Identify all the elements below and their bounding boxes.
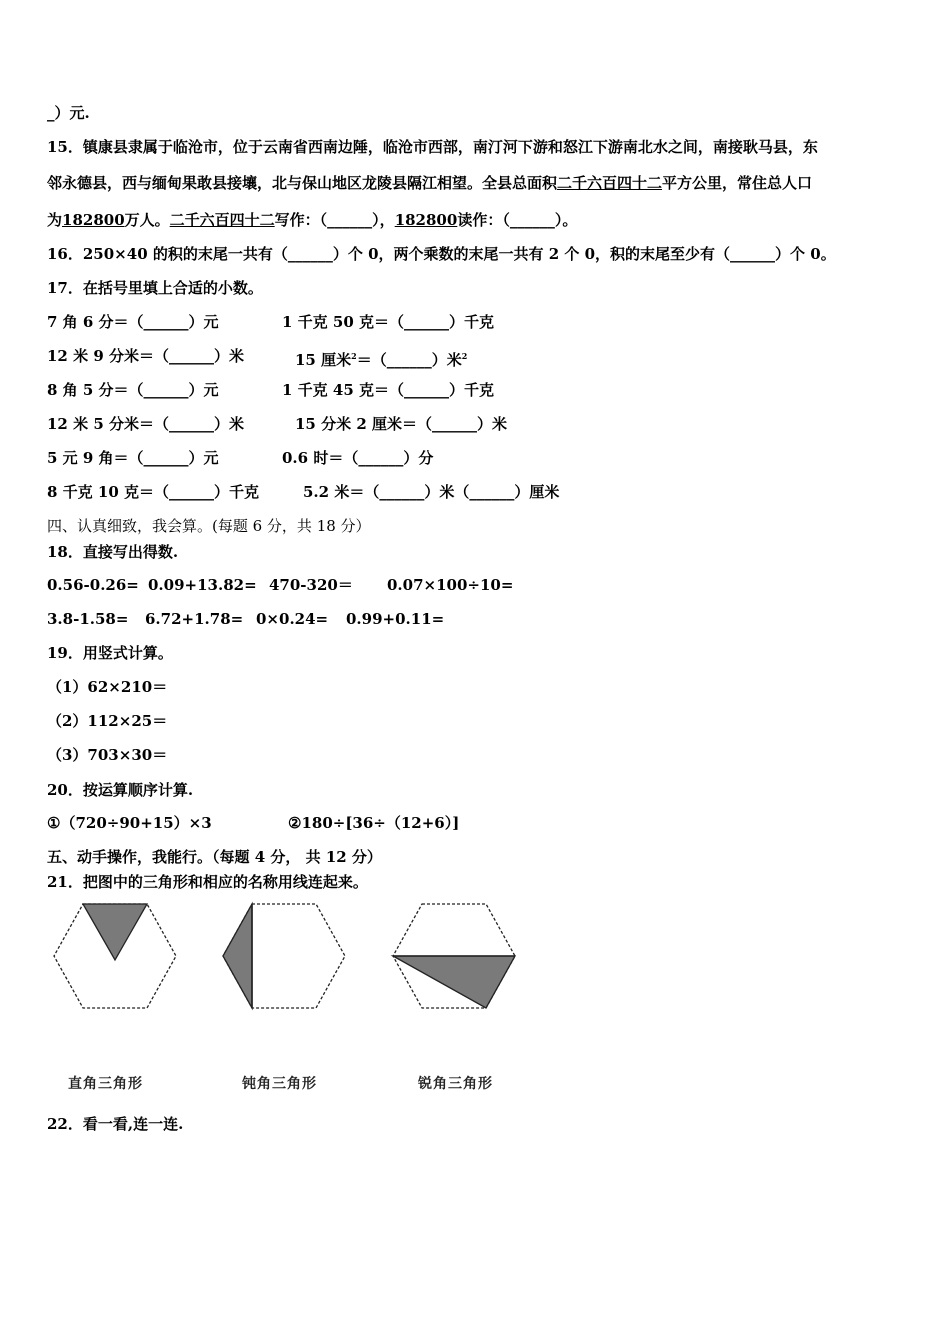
q20-title: 20．按运算顺序计算. bbox=[47, 781, 194, 799]
q20-b: ②180÷[36÷（12+6）] bbox=[288, 814, 460, 832]
q21-title: 21．把图中的三角形和相应的名称用线连起来。 bbox=[47, 873, 368, 891]
q18-r2-c1: 3.8-1.58= bbox=[47, 610, 129, 628]
q17-r4b: 15 分米 2 厘米＝（______）米 bbox=[295, 415, 507, 433]
q15-line2: 邻永德县，西与缅甸果敢县接壤，北与保山地区龙陵县隔江相望。全县总面积二千六百四十二平方公里，常住总人口 bbox=[47, 174, 813, 192]
q17-r5b: 0.6 时＝（______）分 bbox=[282, 449, 434, 467]
q18-r2-c2: 6.72+1.78= bbox=[145, 610, 244, 628]
q18-r1-c4: 0.07×100÷10= bbox=[387, 576, 514, 594]
section-4-heading: 四、认真细致，我会算。(每题 6 分，共 18 分） bbox=[47, 517, 371, 535]
label-right-triangle: 直角三角形 bbox=[68, 1076, 143, 1092]
q19-title: 19．用竖式计算。 bbox=[47, 644, 173, 662]
population-underlined-2: 182800 bbox=[394, 211, 458, 229]
shaded-triangle-3 bbox=[393, 956, 515, 1008]
q17-r6a: 8 千克 10 克＝（______）千克 bbox=[47, 483, 259, 501]
hexagon-figure-1 bbox=[50, 900, 180, 1012]
q17-r1b: 1 千克 50 克＝（______）千克 bbox=[282, 313, 494, 331]
hexagon-figure-2 bbox=[219, 900, 349, 1012]
q17-title: 17．在括号里填上合适的小数。 bbox=[47, 279, 263, 297]
q19-item-2: （2）112×25＝ bbox=[47, 712, 168, 730]
hexagon-figure-3 bbox=[389, 900, 519, 1012]
population-underlined: 182800 bbox=[62, 211, 125, 229]
q16: 16．250×40 的积的末尾一共有（______）个 0，两个乘数的末尾一共有 2 个 0，积的末尾至少有（______）个 0。 bbox=[47, 245, 836, 263]
q19-item-3: （3）703×30＝ bbox=[47, 746, 168, 764]
q20-a: ①（720÷90+15）×3 bbox=[47, 814, 212, 832]
top-fragment: _）元. bbox=[47, 104, 90, 122]
q17-r6b: 5.2 米＝（______）米（______）厘米 bbox=[303, 483, 560, 501]
q17-r2a: 12 米 9 分米＝（______）米 bbox=[47, 347, 244, 365]
shaded-triangle-2 bbox=[223, 904, 252, 1008]
section-5-heading: 五、动手操作，我能行。（每题 4 分， 共 12 分） bbox=[47, 848, 382, 866]
q15-line3: 为182800万人。二千六百四十二写作：（______），182800读作：（______）。 bbox=[47, 211, 578, 229]
q17-r5a: 5 元 9 角＝（______）元 bbox=[47, 449, 219, 467]
area-underlined: 二千六百四十二 bbox=[557, 174, 663, 192]
label-obtuse-triangle: 钝角三角形 bbox=[242, 1076, 317, 1092]
q17-r2b: 15 厘米$^2$＝（______）米$^2$ bbox=[295, 351, 468, 369]
q18-title: 18．直接写出得数. bbox=[47, 543, 179, 561]
area-underlined-2: 二千六百四十二 bbox=[169, 211, 275, 229]
shaded-triangle-1 bbox=[83, 904, 147, 960]
q18-r1-c2: 0.09+13.82= bbox=[148, 576, 257, 594]
q17-r3b: 1 千克 45 克＝（______）千克 bbox=[282, 381, 494, 399]
q22-title: 22．看一看,连一连. bbox=[47, 1115, 184, 1133]
q18-r2-c3: 0×0.24= bbox=[256, 610, 329, 628]
q15-line1: 15．镇康县隶属于临沧市，位于云南省西南边陲，临沧市西部，南汀河下游和怒江下游南北水之间，南接耿马县，东 bbox=[47, 138, 818, 156]
q19-item-1: （1）62×210＝ bbox=[47, 678, 168, 696]
q17-r4a: 12 米 5 分米＝（______）米 bbox=[47, 415, 244, 433]
q18-r2-c4: 0.99+0.11= bbox=[346, 610, 445, 628]
label-acute-triangle: 锐角三角形 bbox=[418, 1076, 493, 1092]
q17-r3a: 8 角 5 分＝（______）元 bbox=[47, 381, 219, 399]
q18-r1-c3: 470-320＝ bbox=[269, 576, 353, 594]
q17-r1a: 7 角 6 分＝（______）元 bbox=[47, 313, 219, 331]
q18-r1-c1: 0.56-0.26= bbox=[47, 576, 139, 594]
